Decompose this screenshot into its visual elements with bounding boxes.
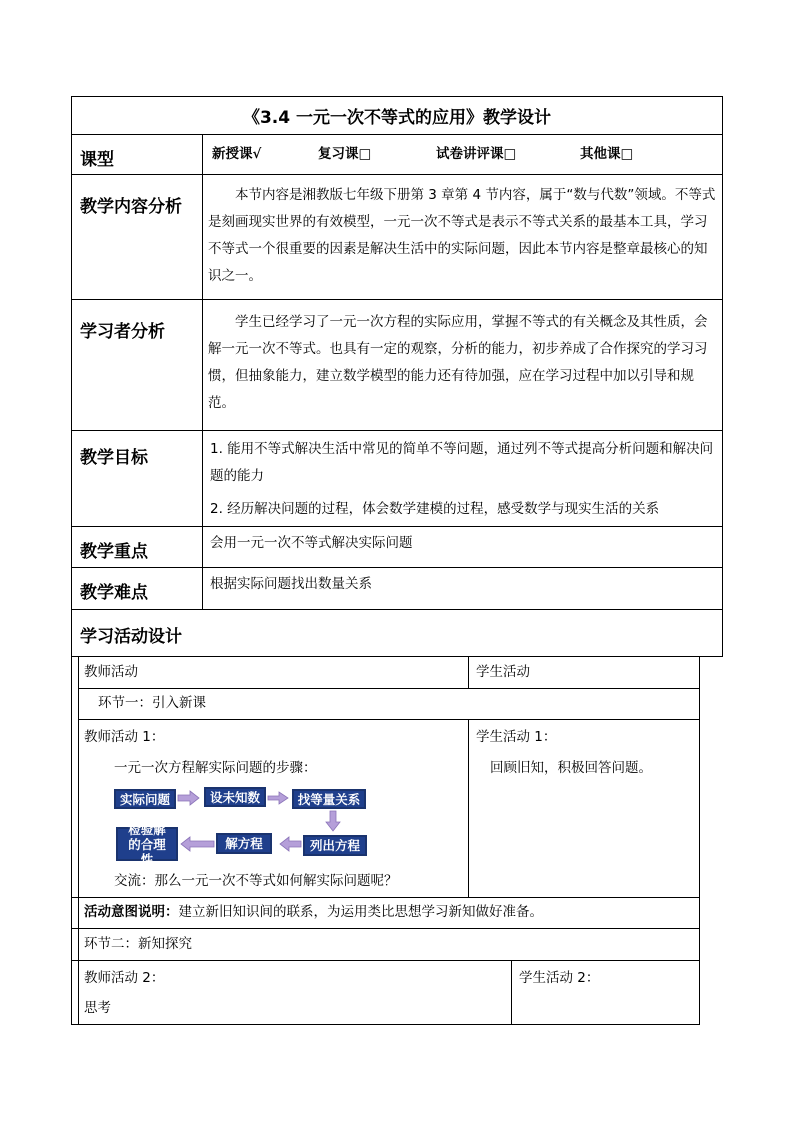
page-title-text: 《3.4 一元一次不等式的应用》教学设计 [242, 108, 552, 128]
row-divider [71, 656, 723, 657]
flow-step-solve-equation-label: 解方程 [225, 836, 263, 851]
course-type-label: 课型 [80, 150, 114, 170]
inner-table-left [78, 656, 79, 1025]
inner-row-divider [72, 960, 700, 961]
inner-table-right [699, 656, 700, 1025]
objectives-label: 教学目标 [80, 448, 148, 468]
teacher-student-divider [468, 719, 469, 897]
inner-row-divider [72, 1024, 700, 1025]
flowchart-arrows [100, 780, 390, 870]
student-activity-header: 学生活动 [476, 664, 530, 680]
label-column-divider [202, 134, 203, 609]
arrow-right-icon [268, 792, 288, 804]
objective-item-2: 2. 经历解决问题的过程，体会数学建模的过程，感受数学与现实生活的关系 [210, 501, 660, 517]
teacher-activity-header: 教师活动 [84, 664, 138, 680]
teacher-activity-2-label: 教师活动 2： [84, 970, 165, 986]
activity-intent-label: 活动意图说明： [84, 904, 179, 920]
row-divider [71, 174, 723, 175]
course-type-option-exam: 试卷讲评课□ [436, 146, 517, 162]
content-analysis-text: 本节内容是湘教版七年级下册第 3 章第 4 节内容，属于“数与代数”领域。不等式是刻画现实世界的有效模型，一元一次不等式是表示不等式关系的最基本工具，学习不等式一个很重要的因素是解决生活中的实际问题，因此本节内容是整章最核心的知识之一。 [208, 187, 716, 284]
table-border-left [71, 96, 72, 1025]
inner-row-divider [78, 688, 700, 689]
teacher-student-divider [511, 960, 512, 1024]
key-point-label: 教学重点 [80, 542, 148, 562]
key-point-text: 会用一元一次不等式解决实际问题 [210, 535, 413, 551]
arrow-right-icon [178, 791, 199, 805]
row-divider [71, 430, 723, 431]
teacher-activity-1-exchange: 交流：那么一元一次不等式如何解实际问题呢？ [114, 873, 398, 889]
row-divider [71, 526, 723, 527]
row-divider [71, 567, 723, 568]
course-type-option-other: 其他课□ [580, 146, 634, 162]
arrow-down-icon [326, 811, 340, 831]
inner-row-divider [72, 897, 700, 898]
student-activity-1-text: 回顾旧知，积极回答问题。 [490, 760, 652, 776]
teacher-activity-1-label: 教师活动 1： [84, 729, 165, 745]
flow-step-actual-problem-label: 实际问题 [119, 791, 170, 807]
arrow-left-icon [181, 837, 214, 851]
difficulty-label: 教学难点 [80, 583, 148, 603]
objective-item-1: 1. 能用不等式解决生活中常见的简单不等问题，通过列不等式提高分析问题和解决问题的能力 [210, 441, 714, 484]
content-analysis-label: 教学内容分析 [80, 197, 182, 217]
course-type-option-new: 新授课√ [212, 146, 262, 162]
inner-row-divider [72, 928, 700, 929]
teacher-student-divider [468, 656, 469, 688]
table-border-right [722, 96, 723, 657]
row-divider [71, 134, 723, 135]
course-type-option-review: 复习课□ [318, 146, 372, 162]
learner-analysis-label: 学习者分析 [80, 322, 165, 342]
student-activity-1-label: 学生活动 1： [476, 729, 557, 745]
flow-step-list-equation-label: 列出方程 [309, 838, 360, 853]
section-2-title: 环节二：新知探究 [84, 936, 192, 952]
teacher-activity-1-intro: 一元一次方程解实际问题的步骤： [114, 760, 317, 776]
teacher-activity-2-text: 思考 [84, 1000, 111, 1016]
difficulty-text: 根据实际问题找出数量关系 [210, 576, 372, 592]
row-divider [71, 299, 723, 300]
flow-step-find-equation-label: 找等量关系 [297, 791, 361, 807]
learner-analysis-text: 学生已经学习了一元一次方程的实际应用，掌握不等式的有关概念及其性质，会解一元一次不等式。也具有一定的观察，分析的能力，初步养成了合作探究的学习习惯，但抽象能力，建立数学模型的能力还有待加强，应在学习过程中加以引导和规范。 [208, 314, 708, 411]
student-activity-2-label: 学生活动 2： [519, 970, 600, 986]
activity-design-label: 学习活动设计 [80, 627, 182, 647]
arrow-left-icon [280, 837, 301, 851]
row-divider [71, 609, 723, 610]
activity-intent [84, 900, 543, 925]
activity-intent-text: 建立新旧知识间的联系，为运用类比思想学习新知做好准备。 [178, 904, 543, 920]
flow-step-check-solution-label: 检验解的合理性 [128, 821, 166, 867]
page-title [72, 97, 722, 134]
inner-row-divider [78, 719, 700, 720]
section-1-title: 环节一：引入新课 [98, 695, 206, 711]
flow-step-set-unknown-label: 设未知数 [209, 789, 260, 805]
